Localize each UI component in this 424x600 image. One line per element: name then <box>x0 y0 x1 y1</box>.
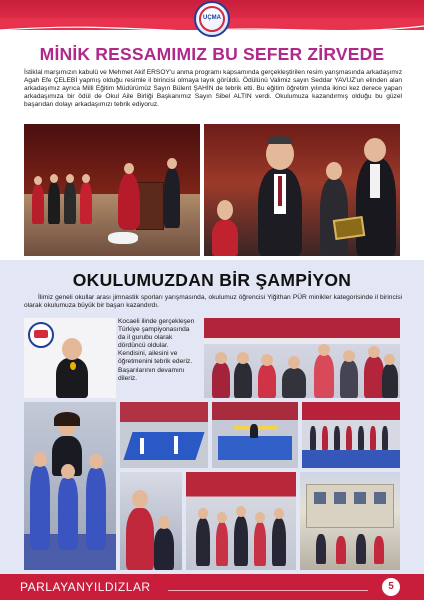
section2-title: OKULUMUZDAN BİR ŞAMPİYON <box>72 270 352 290</box>
section2-paragraph: İlimiz geneli okullar arası jimnastik sporları yarışmasında, okulumuz öğrencisi Yiğithan PÜR minikler kategorisinde il birincisi olarak okulumuza büyük bir başarı kazandırdı. <box>24 294 402 310</box>
award-podium-photo <box>186 472 296 570</box>
footer-brand <box>20 580 151 594</box>
section1-title: MİNİK RESSAMIMIZ BU SEFER ZİRVEDE <box>39 44 385 64</box>
award-with-governor-photo <box>204 124 400 256</box>
award-ceremony-stage-photo <box>24 124 200 256</box>
gymnasium-group-photo <box>204 318 400 398</box>
footer-bar <box>0 574 424 600</box>
footer-divider <box>168 590 368 591</box>
gymnasts-lineup-photo <box>302 402 400 468</box>
gym-floor-photo <box>120 402 208 468</box>
gymnasts-with-coach-photo <box>24 402 116 570</box>
school-courtyard-photo <box>300 472 400 570</box>
school-logo <box>194 1 230 37</box>
gymnast-with-medal-photo <box>24 318 116 398</box>
gymnastics-competition-photo <box>212 402 298 468</box>
footer-brand-part1: PARLAYAN <box>20 580 86 594</box>
mother-and-child-photo <box>120 472 182 570</box>
page-number: 5 <box>382 578 400 596</box>
logo-text: UÇMA <box>203 15 221 21</box>
footer-brand-part2: YILDIZLAR <box>85 580 151 594</box>
section2-caption: Kocaeli ilinde gerçekleşen Türkiye şampiyonasında da il gurubu olarak dördüncü oldular. Kendisini, ailesini ve öğretmenini tebrik ederiz. Başarılarının devamını dileriz. <box>118 318 195 382</box>
section1-paragraph: İstiklal marşımızın kabulü ve Mehmet Akif ERSOY'u anma programı kapsamında gerçekleştirilen resim yarışmasında arkadaşımız Agah Efe ÇELEBİ yapmış olduğu resimle il birincisi olmaya layık görüldü. Ödülünü Valimiz sayın Seddar YAVUZ'un elinden alan arkadaşımız ayrıca Milli Eğitim Müdürümüz Sayın Bülent ŞAHİN de tebrik etti. Bu eğitim öğretim yılında ikinci kez derece yapan arkadaşımıza bir ödül de Okul Aile Birliği Başkanımız Sayın Sibel ALTIN verdi. Okulumuza kazandırmış olduğu bu güzel başarıdan dolayı arkadaşımızı tebrik ediyoruz. <box>24 69 402 109</box>
